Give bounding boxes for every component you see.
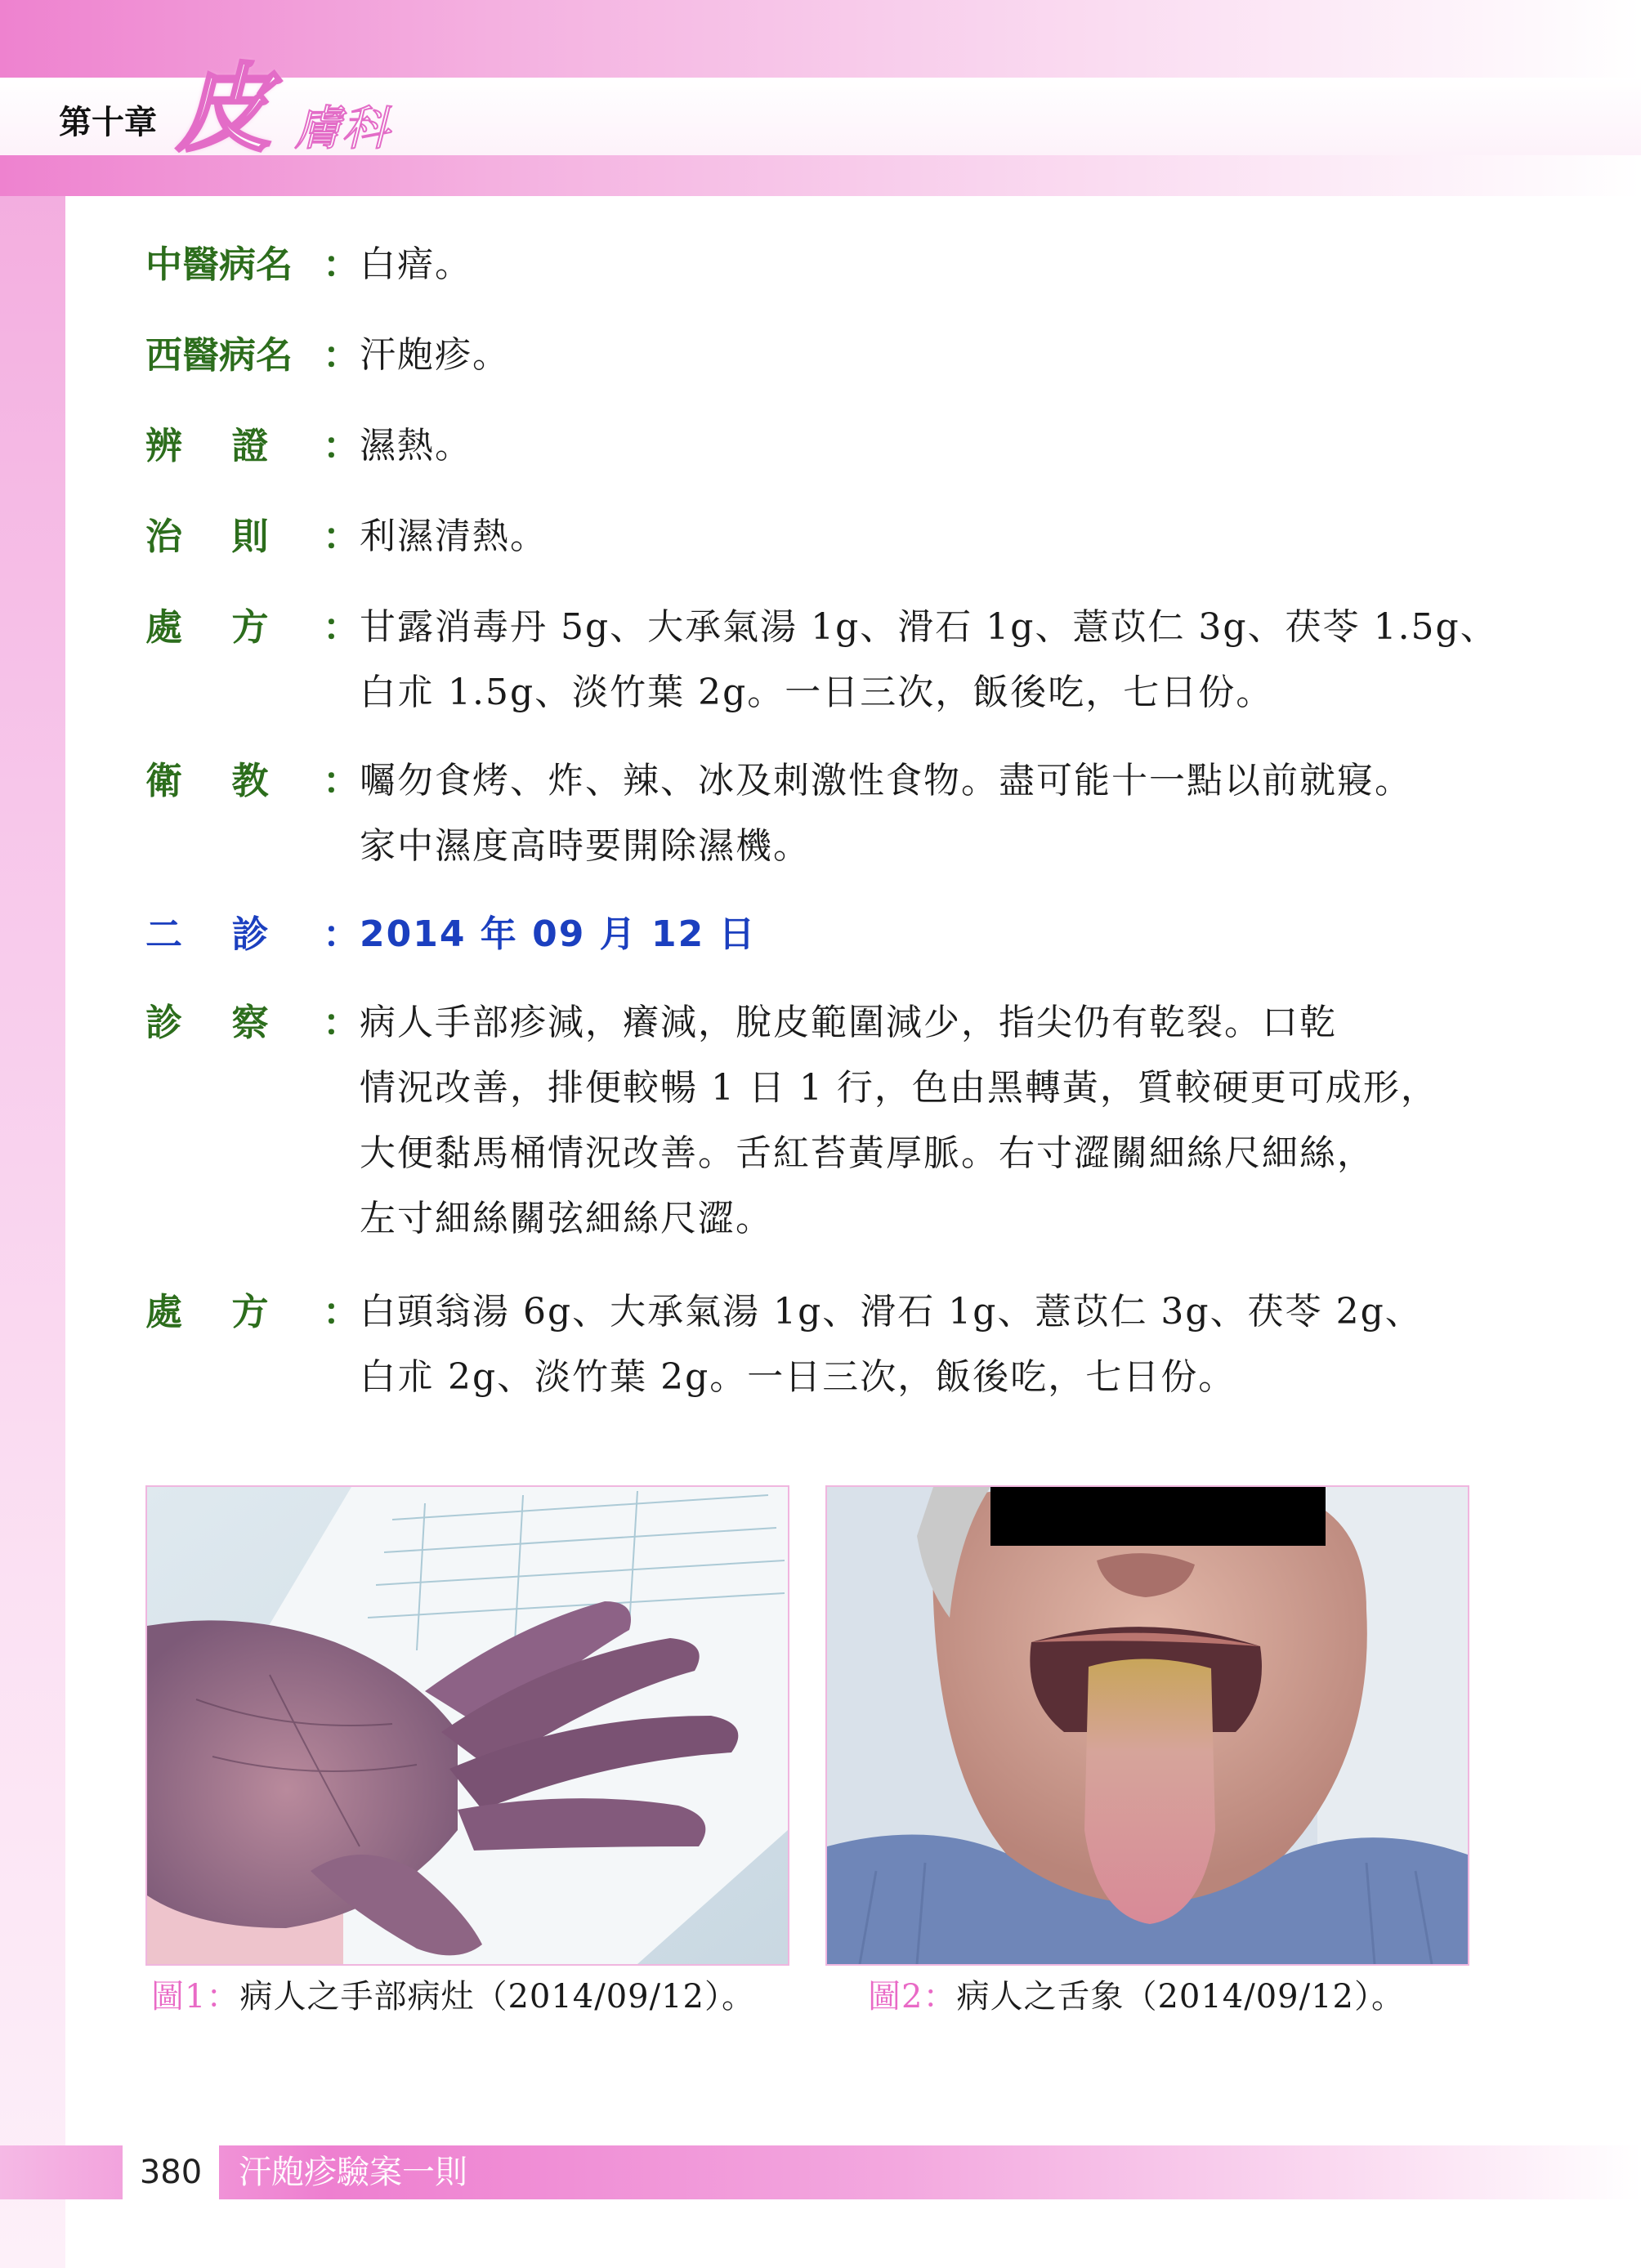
section-content: 甘露消毒丹 5g、大承氣湯 1g、滑石 1g、薏苡仁 3g、茯苓 1.5g、 白朮 1.5g、淡竹葉 2g。一日三次，飯後吃，七日份。 xyxy=(360,606,1498,713)
section-content: 白瘖。 xyxy=(360,243,472,285)
section-western-diagnosis xyxy=(145,323,1610,388)
section-label: 衛 教 ： xyxy=(145,759,360,802)
section-label: 二 診 ： xyxy=(145,913,360,956)
footer-article-title: 汗皰疹驗案一則 xyxy=(239,2154,467,2191)
section-label: 處 方 ： xyxy=(145,1290,360,1333)
section-label: 處 方 ： xyxy=(145,605,360,649)
section-content: 病人手部疹減，癢減，脫皮範圍減少，指尖仍有乾裂。口乾 情況改善，排便較暢 1 日 1 行，色由黑轉黃，質較硬更可成形， 大便黏馬桶情況改善。舌紅苔黃厚脈。右寸澀關細絲尺細絲， 左寸細絲關弦細絲尺澀。 xyxy=(360,1002,1438,1239)
section-content: 2014 年 09 月 12 日 xyxy=(360,913,757,955)
section-prescription-1 xyxy=(145,595,1610,725)
section-second-visit xyxy=(145,902,1610,967)
left-decor-band xyxy=(0,0,65,2268)
section-syndrome xyxy=(145,413,1610,479)
section-content: 利濕清熱。 xyxy=(360,516,548,557)
section-label: 診 察 ： xyxy=(145,1001,360,1044)
hand-photo-illustration xyxy=(147,1487,788,1964)
figure-1-hand-photo xyxy=(145,1485,789,1966)
chapter-label: 第十章 xyxy=(59,104,157,141)
section-examination xyxy=(145,990,1610,1252)
section-prescription-2 xyxy=(145,1279,1610,1410)
section-content: 囑勿食烤、炸、辣、冰及刺激性食物。盡可能十一點以前就寢。 家中濕度高時要開除濕機。 xyxy=(360,760,1412,867)
tongue-photo-illustration xyxy=(827,1487,1468,1964)
chapter-title-rest: 膚科 xyxy=(294,100,390,156)
section-label: 治 則 ： xyxy=(145,515,360,558)
section-content: 白頭翁湯 6g、大承氣湯 1g、滑石 1g、薏苡仁 3g、茯苓 2g、 白朮 2g、淡竹葉 2g。一日三次，飯後吃，七日份。 xyxy=(360,1291,1423,1398)
figure-2-caption: 圖2：病人之舌象（2014/09/12）。 xyxy=(868,1978,1405,2016)
section-label: 中醫病名 ： xyxy=(145,243,360,286)
page-number: 380 xyxy=(123,2145,219,2199)
section-health-education xyxy=(145,748,1610,879)
section-content: 汗皰疹。 xyxy=(360,334,510,376)
section-label: 辨 證 ： xyxy=(145,424,360,467)
section-content: 濕熱。 xyxy=(360,425,472,467)
figure-2-tongue-photo xyxy=(825,1485,1469,1966)
figure-1-caption: 圖1：病人之手部病灶（2014/09/12）。 xyxy=(151,1978,755,2016)
section-label: 西醫病名 ： xyxy=(145,333,360,377)
chapter-title-big-char: 皮 xyxy=(176,51,273,165)
section-tcm-diagnosis xyxy=(145,232,1610,297)
section-treatment-principle xyxy=(145,504,1610,569)
